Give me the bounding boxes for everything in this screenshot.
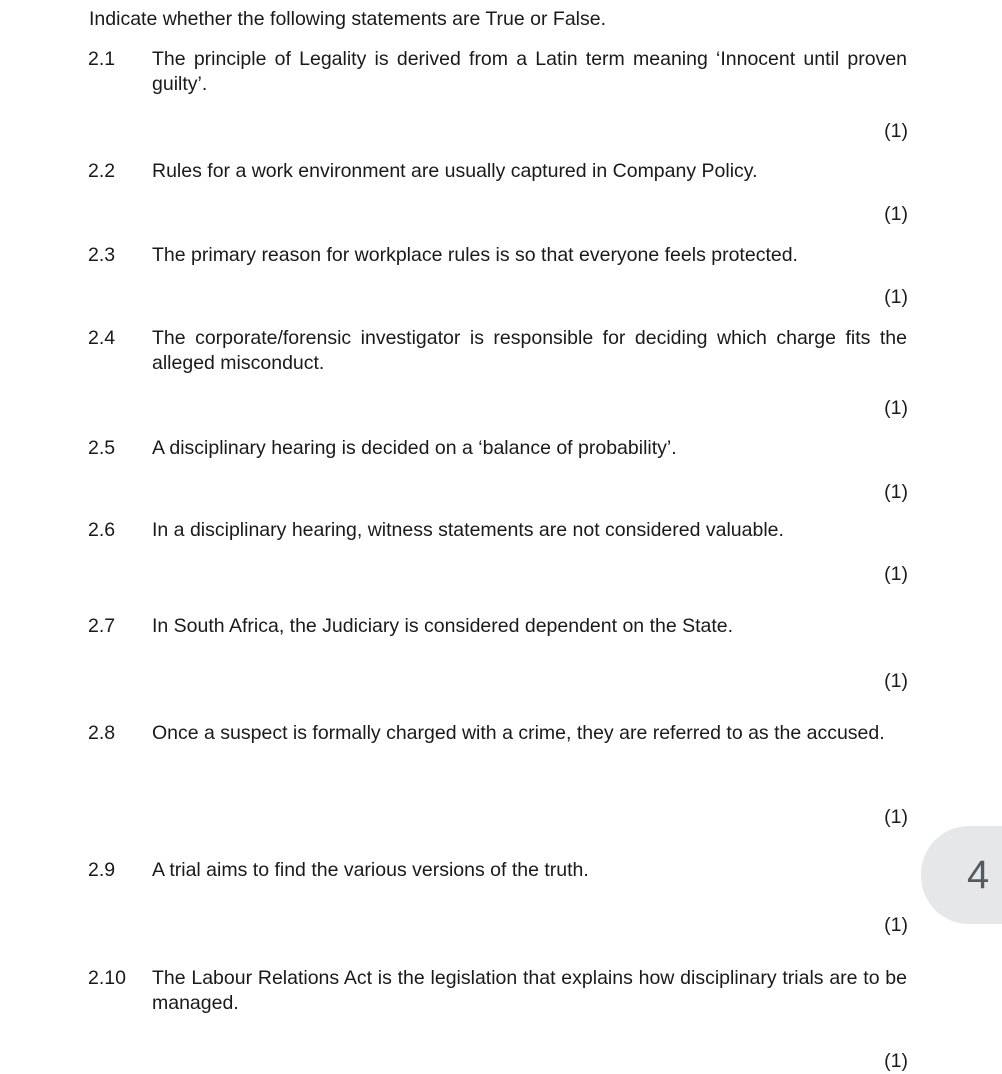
question-number: 2.5	[88, 437, 116, 459]
question-mark: (1)	[884, 914, 908, 936]
question-number: 2.8	[88, 722, 116, 744]
question-number: 2.7	[88, 615, 116, 637]
question-mark: (1)	[884, 806, 908, 828]
question-text: In a disciplinary hearing, witness statements are not considered valuable.	[152, 519, 784, 541]
question-text: In South Africa, the Judiciary is considered dependent on the State.	[152, 615, 734, 637]
question-mark: (1)	[884, 203, 908, 225]
question-number: 2.6	[88, 519, 116, 541]
question-text: The principle of Legality is derived from a Latin term meaning ‘Innocent until proven guilty’.	[152, 48, 907, 95]
question-number: 2.1	[88, 48, 116, 70]
question-text: Once a suspect is formally charged with a crime, they are referred to as the accused.	[152, 722, 885, 744]
question-number: 2.3	[88, 244, 116, 266]
question-number: 2.2	[88, 160, 116, 182]
question-text: A trial aims to find the various versions of the truth.	[152, 859, 589, 881]
question-mark: (1)	[884, 286, 908, 308]
question-text: The primary reason for workplace rules is so that everyone feels protected.	[152, 244, 798, 266]
question-mark: (1)	[884, 563, 908, 585]
question-number: 2.9	[88, 859, 116, 881]
question-text: Rules for a work environment are usually captured in Company Policy.	[152, 160, 758, 182]
question-text: The Labour Relations Act is the legislation that explains how disciplinary trials are to be managed.	[152, 967, 907, 1014]
question-text: A disciplinary hearing is decided on a ‘balance of probability’.	[152, 437, 677, 459]
instruction-text: Indicate whether the following statements are True or False.	[89, 8, 607, 30]
question-number: 2.4	[88, 327, 116, 349]
question-mark: (1)	[884, 481, 908, 503]
page-number: 4	[967, 853, 990, 897]
question-number: 2.10	[88, 967, 126, 989]
question-mark: (1)	[884, 670, 908, 692]
page-number-tab	[921, 826, 1002, 924]
question-mark: (1)	[884, 120, 908, 142]
question-mark: (1)	[884, 1050, 908, 1072]
question-mark: (1)	[884, 397, 908, 419]
question-text: The corporate/forensic investigator is responsible for deciding which charge fits the alleged misconduct.	[152, 327, 907, 374]
